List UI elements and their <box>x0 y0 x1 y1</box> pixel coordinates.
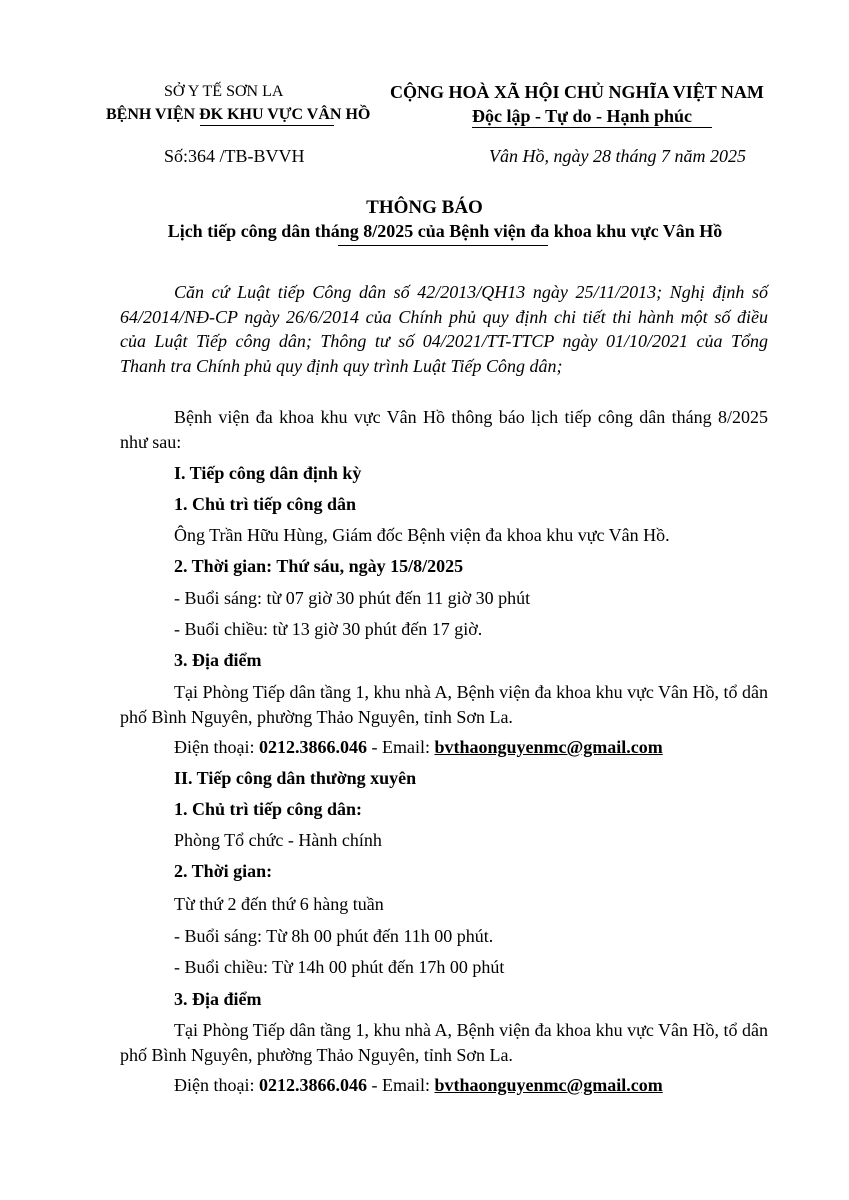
hospital-name-underline <box>200 125 334 126</box>
national-motto: Độc lập - Tự do - Hạnh phúc <box>472 106 693 126</box>
section1-phone: 0212.3866.046 <box>258 737 367 757</box>
section2-heading: II. Tiếp công dân thường xuyên <box>174 768 417 788</box>
section1-email-label: - Email: <box>366 737 435 757</box>
section2-place-heading: 3. Địa điểm <box>174 989 262 1009</box>
section1-place-heading: 3. Địa điểm <box>174 650 262 670</box>
section1-heading: I. Tiếp công dân định kỳ <box>174 463 362 483</box>
section2-host: Phòng Tổ chức - Hành chính <box>174 830 382 850</box>
document-subtitle: Lịch tiếp công dân tháng 8/2025 của Bệnh viện đa khoa khu vực Vân Hồ <box>167 221 723 241</box>
section2-host-heading: 1. Chủ trì tiếp công dân: <box>174 799 363 819</box>
section2-morning: - Buổi sáng: Từ 8h 00 phút đến 11h 00 phút. <box>174 926 494 946</box>
section2-place: Tại Phòng Tiếp dân tầng 1, khu nhà A, Bệnh viện đa khoa khu vực Vân Hồ, tổ dân phố Bình Nguyên, phường Thảo Nguyên, tỉnh Sơn La. <box>120 1020 768 1065</box>
section2-email-link[interactable]: bvthaonguyenmc@gmail.com <box>434 1075 663 1095</box>
motto-underline <box>472 127 712 128</box>
subtitle-underline <box>338 245 548 246</box>
agency-name: SỞ Y TẾ SƠN LA <box>164 83 284 100</box>
section2-contact <box>174 1073 663 1097</box>
section1-phone-label: Điện thoại: <box>174 737 259 757</box>
section1-morning: - Buổi sáng: từ 07 giờ 30 phút đến 11 giờ 30 phút <box>174 588 531 608</box>
section1-afternoon: - Buổi chiều: từ 13 giờ 30 phút đến 17 giờ. <box>174 619 483 639</box>
section2-phone: 0212.3866.046 <box>258 1075 367 1095</box>
section1-host: Ông Trần Hữu Hùng, Giám đốc Bệnh viện đa khoa khu vực Vân Hồ. <box>174 525 670 545</box>
section2-email-label: - Email: <box>366 1075 435 1095</box>
section2-phone-label: Điện thoại: <box>174 1075 259 1095</box>
hospital-name: BỆNH VIỆN ĐK KHU VỰC VÂN HỒ <box>106 106 371 123</box>
intro-paragraph: Bệnh viện đa khoa khu vực Vân Hồ thông báo lịch tiếp công dân tháng 8/2025 như sau: <box>120 407 768 452</box>
section2-afternoon: - Buổi chiều: Từ 14h 00 phút đến 17h 00 phút <box>174 957 505 977</box>
section1-email-link[interactable]: bvthaonguyenmc@gmail.com <box>434 737 663 757</box>
section1-contact <box>174 735 663 759</box>
section1-time-heading: 2. Thời gian: Thứ sáu, ngày 15/8/2025 <box>174 556 464 576</box>
section1-place: Tại Phòng Tiếp dân tầng 1, khu nhà A, Bệnh viện đa khoa khu vực Vân Hồ, tổ dân phố Bình Nguyên, phường Thảo Nguyên, tỉnh Sơn La. <box>120 682 768 727</box>
document-number: Số:364 /TB-BVVH <box>164 146 305 166</box>
section2-days: Từ thứ 2 đến thứ 6 hàng tuần <box>174 894 384 914</box>
legal-basis-paragraph: Căn cứ Luật tiếp Công dân số 42/2013/QH13 ngày 25/11/2013; Nghị định số 64/2014/NĐ-CP ngày 26/6/2014 của Chính phủ quy định chi tiết thi hành một số điều của Luật Tiếp công dân; Thông tư số 04/2021/TT-TTCP ngày 01/10/2021 của Tổng Thanh tra Chính phủ quy định quy trình Luật Tiếp Công dân; <box>120 282 768 376</box>
national-title: CỘNG HOÀ XÃ HỘI CHỦ NGHĨA VIỆT NAM <box>390 82 764 102</box>
document-title: THÔNG BÁO <box>366 197 483 218</box>
place-date: Vân Hồ, ngày 28 tháng 7 năm 2025 <box>489 146 746 166</box>
section2-time-heading: 2. Thời gian: <box>174 861 273 881</box>
section1-host-heading: 1. Chủ trì tiếp công dân <box>174 494 357 514</box>
